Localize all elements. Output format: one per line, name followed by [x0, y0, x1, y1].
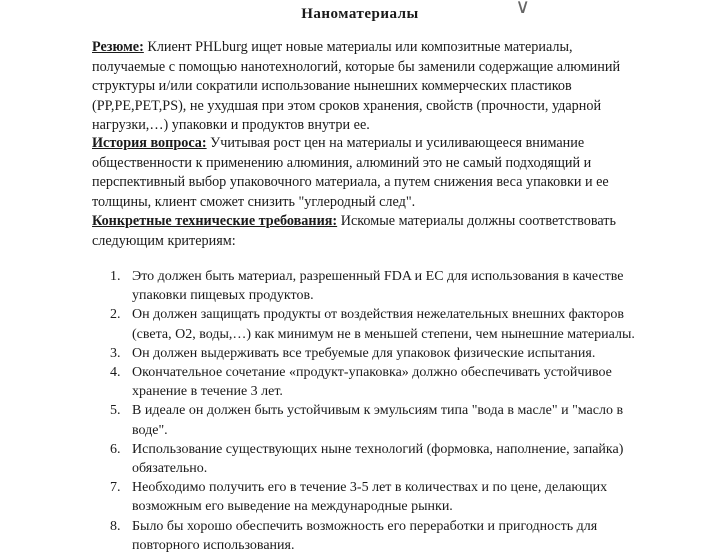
- requirements-paragraph: [92, 212, 637, 251]
- summary-label: Резюме:: [92, 39, 144, 55]
- page-title: Наноматериалы: [301, 6, 419, 22]
- list-item-text: Он должен защищать продукты от воздействия нежелательных внешних факторов (света, O2, воды,…) как минимум не в меньшей степени, чем нынешние материалы.: [132, 307, 635, 342]
- corner-mark-icon: ∨: [515, 0, 530, 18]
- list-item-text: Использование существующих ныне технологий (формовка, наполнение, запайка) обязательно.: [132, 441, 624, 477]
- summary-text: Клиент PHLburg ищет новые материалы или композитные материалы, получаемые с помощью нанотехнологий, которые бы заменили содержащие алюминий структуры и/или сократили использование нынешних коммерческих пластиков (PP,PE,PET,PS), не ухудшая при этом сроков хранения, свойств (прочности, ударной нагрузки,…) упаковки и продуктов внутри ее.: [92, 39, 621, 134]
- summary-paragraph: [92, 38, 637, 136]
- list-item-number: 1.: [110, 269, 121, 284]
- list-item-text: Он должен выдерживать все требуемые для упаковок физические испытания.: [132, 345, 596, 361]
- list-item-number: 2.: [110, 307, 121, 323]
- list-item-text: Это должен быть материал, разрешенный FDA и ЕС для использования в качестве упаковки пищевых продуктов.: [132, 269, 624, 304]
- background-paragraph: [92, 134, 637, 212]
- list-item-number: 6.: [110, 441, 121, 457]
- list-item-text: Окончательное сочетание «продукт-упаковка» должно обеспечивать устойчивое хранение в течение 3 лет.: [132, 365, 612, 400]
- list-item: [110, 267, 640, 305]
- list-item: [110, 401, 640, 439]
- list-item-number: 4.: [110, 365, 121, 381]
- list-item-number: 5.: [110, 403, 121, 419]
- list-item-text: В идеале он должен быть устойчивым к эмульсиям типа "вода в масле" и "масло в воде".: [132, 403, 624, 438]
- list-item-number: 3.: [110, 345, 121, 361]
- requirements-list: [110, 267, 640, 555]
- requirements-text: Искомые материалы должны соответствовать следующим критериям:: [92, 213, 616, 249]
- list-item-text: Необходимо получить его в течение 3-5 лет в количествах и по цене, делающих возможным его выведение на международные рынки.: [132, 480, 608, 515]
- list-item: [110, 517, 640, 555]
- list-item: [110, 363, 640, 401]
- requirements-label: Конкретные технические требования:: [92, 213, 338, 229]
- list-item-text: Было бы хорошо обеспечить возможность его переработки и пригодность для повторного использования.: [132, 518, 598, 553]
- list-item-number: 8.: [110, 518, 121, 534]
- list-item: [110, 440, 640, 478]
- background-label: История вопроса:: [92, 135, 207, 151]
- list-item: [110, 344, 640, 363]
- list-item: [110, 478, 640, 516]
- list-item: [110, 305, 640, 343]
- background-text: Учитывая рост цен на материалы и усиливающееся внимание общественности к применению алюминия, алюминий это не самый подходящий и перспективный выбор упаковочного материала, а путем снижения веса упаковки и ее толщины, клиент сможет снизить "углеродный след".: [92, 135, 609, 210]
- list-item-number: 7.: [110, 480, 121, 496]
